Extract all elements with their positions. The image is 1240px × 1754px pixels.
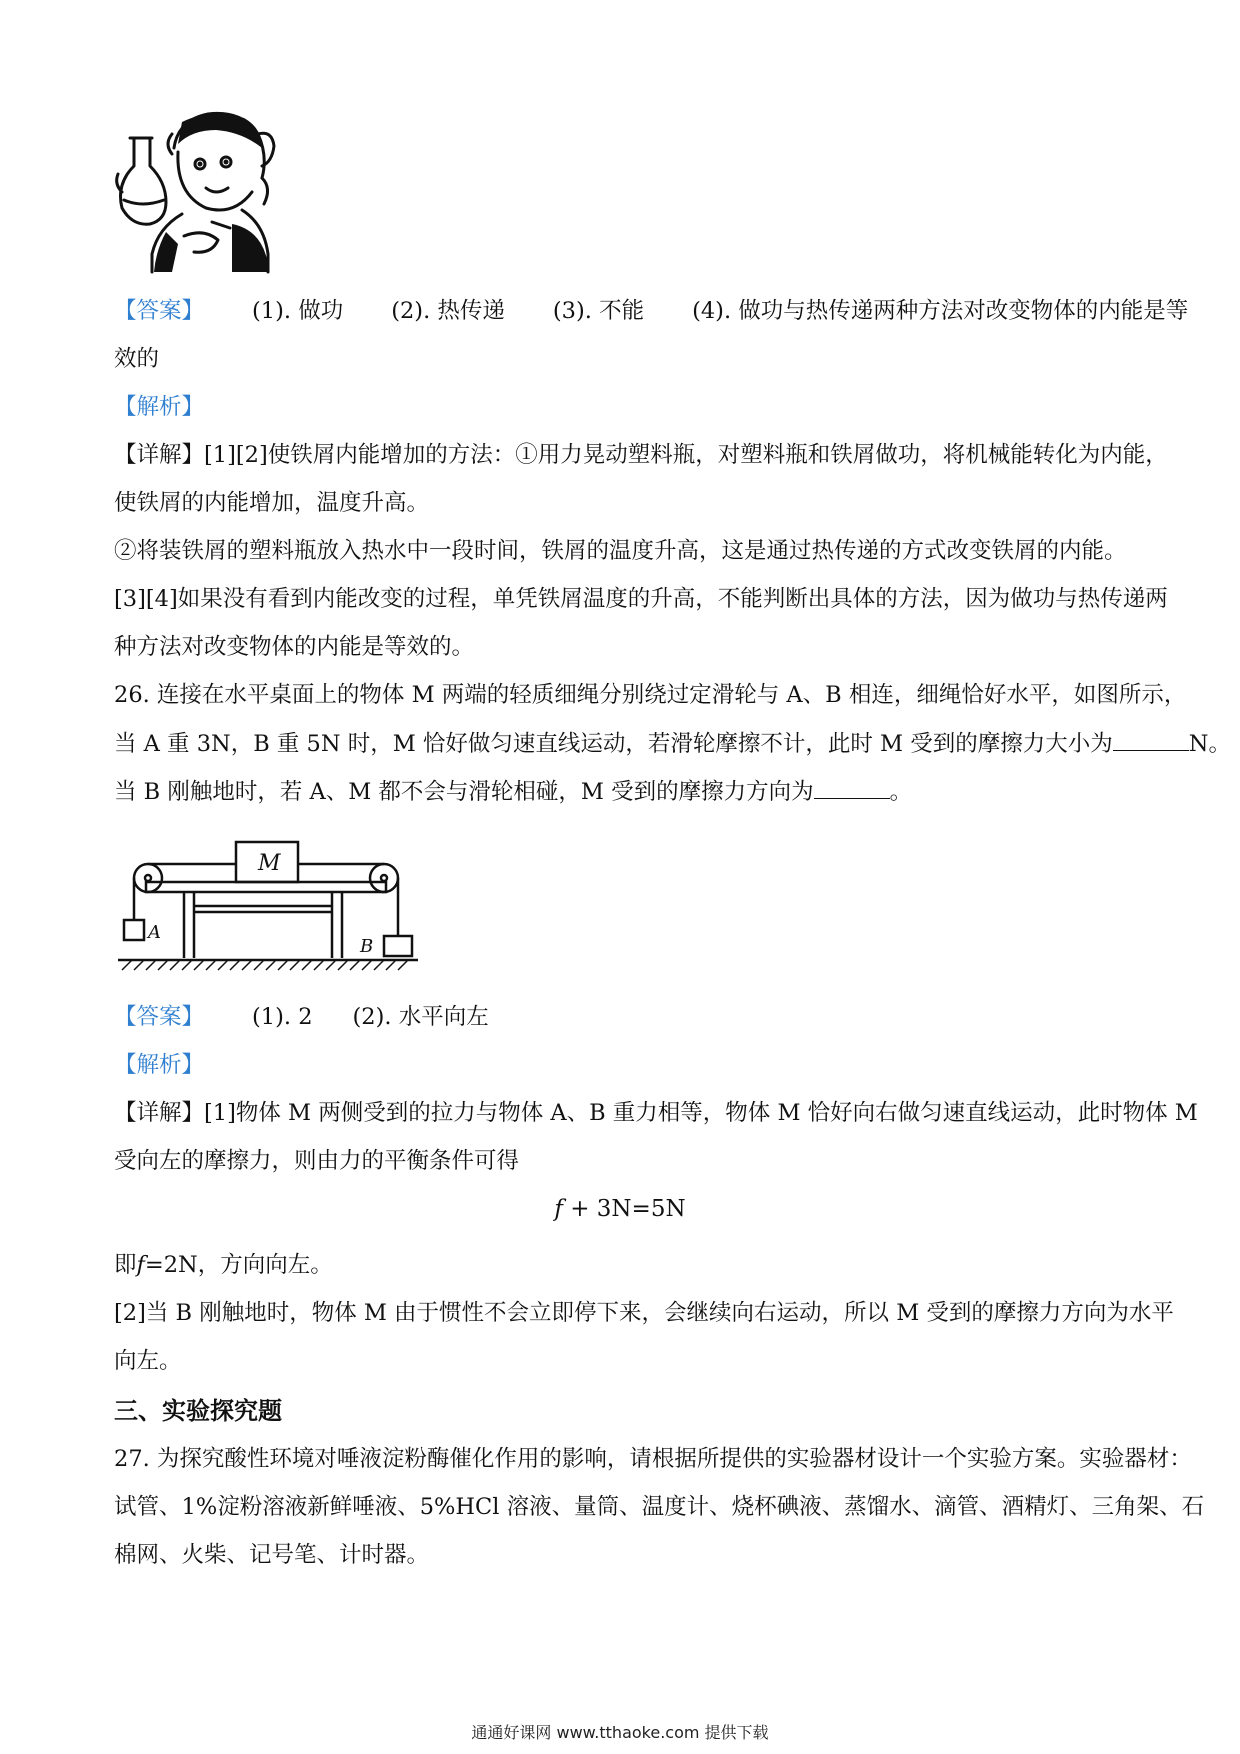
question-26-text: 当 B 刚触地时，若 A、M 都不会与滑轮相碰，M 受到的摩擦力方向为 。 — [114, 776, 1124, 807]
detail-paragraph: [2]当 B 刚触地时，物体 M 由于惯性不会立即停下来，会继续向右运动，所以 M 受到的摩擦力方向为水平 — [114, 1300, 1174, 1326]
detail-paragraph: 使铁屑的内能增加，温度升高。 — [114, 490, 430, 516]
answer-blank — [814, 776, 890, 799]
answer-line — [114, 296, 1189, 326]
detail-paragraph: 【详解】[1][2]使铁屑内能增加的方法：①用力晃动塑料瓶，对塑料瓶和铁屑做功，将机械能转化为内能， — [114, 442, 1168, 468]
detail-paragraph: ②将装铁屑的塑料瓶放入热水中一段时间，铁屑的温度升高，这是通过热传递的方式改变铁屑的内能。 — [114, 538, 1127, 564]
label-m: M — [258, 851, 281, 876]
detail-paragraph: 向左。 — [114, 1348, 182, 1374]
page-footer: 通通好课网 www.tthaoke.com 提供下载 — [471, 1723, 769, 1742]
answer-item-4: (4). 做功与热传递两种方法对改变物体的内能是等 — [692, 298, 1189, 324]
answer-tag: 【答案】 — [114, 298, 205, 324]
pulley-table-figure — [118, 838, 418, 974]
question-27-text: 试管、1%淀粉溶液新鲜唾液、5%HCl 溶液、量筒、温度计、烧杯碘液、蒸馏水、滴管、酒精灯、三角架、石 — [114, 1494, 1205, 1520]
answer-tag: 【答案】 — [114, 1004, 205, 1030]
label-a: A — [148, 922, 161, 943]
analysis-tag: 【解析】 — [114, 1052, 205, 1078]
answer-item-2: (2). 热传递 — [391, 298, 505, 324]
question-27-text: 棉网、火柴、记号笔、计时器。 — [114, 1542, 430, 1568]
answer-blank — [1113, 728, 1189, 751]
answer-item-1: (1). 做功 — [252, 298, 344, 324]
question-26-text: 26. 连接在水平桌面上的物体 M 两端的轻质细绳分别绕过定滑轮与 A、B 相连，细绳恰好水平，如图所示， — [114, 682, 1187, 708]
answer-item-2: (2). 水平向左 — [352, 1004, 489, 1030]
answer-line — [114, 1002, 1124, 1032]
section-title: 三、实验探究题 — [114, 1396, 282, 1425]
answer-item-1: (1). 2 — [252, 1004, 313, 1030]
answer-continuation: 效的 — [114, 346, 160, 372]
detail-paragraph: 【详解】[1]物体 M 两侧受到的拉力与物体 A、B 重力相等，物体 M 恰好向右做匀速直线运动，此时物体 M — [114, 1100, 1198, 1126]
label-b: B — [360, 936, 374, 957]
girl-with-flask-illustration — [112, 104, 282, 274]
analysis-tag: 【解析】 — [114, 394, 205, 420]
detail-paragraph: 即f=2N，方向向左。 — [114, 1252, 333, 1278]
question-26-text: 当 A 重 3N，B 重 5N 时，M 恰好做匀速直线运动，若滑轮摩擦不计，此时 M 受到的摩擦力大小为 N。 — [114, 728, 1124, 759]
detail-paragraph: 受向左的摩擦力，则由力的平衡条件可得 — [114, 1148, 520, 1174]
detail-paragraph: 种方法对改变物体的内能是等效的。 — [114, 634, 475, 660]
detail-paragraph: [3][4]如果没有看到内能改变的过程，单凭铁屑温度的升高，不能判断出具体的方法，因为做功与热传递两 — [114, 586, 1168, 612]
equilibrium-formula: f + 3N=5N — [554, 1196, 686, 1222]
answer-item-3: (3). 不能 — [552, 298, 645, 324]
question-27-text: 27. 为探究酸性环境对唾液淀粉酶催化作用的影响，请根据所提供的实验器材设计一个实验方案。实验器材： — [114, 1446, 1192, 1472]
